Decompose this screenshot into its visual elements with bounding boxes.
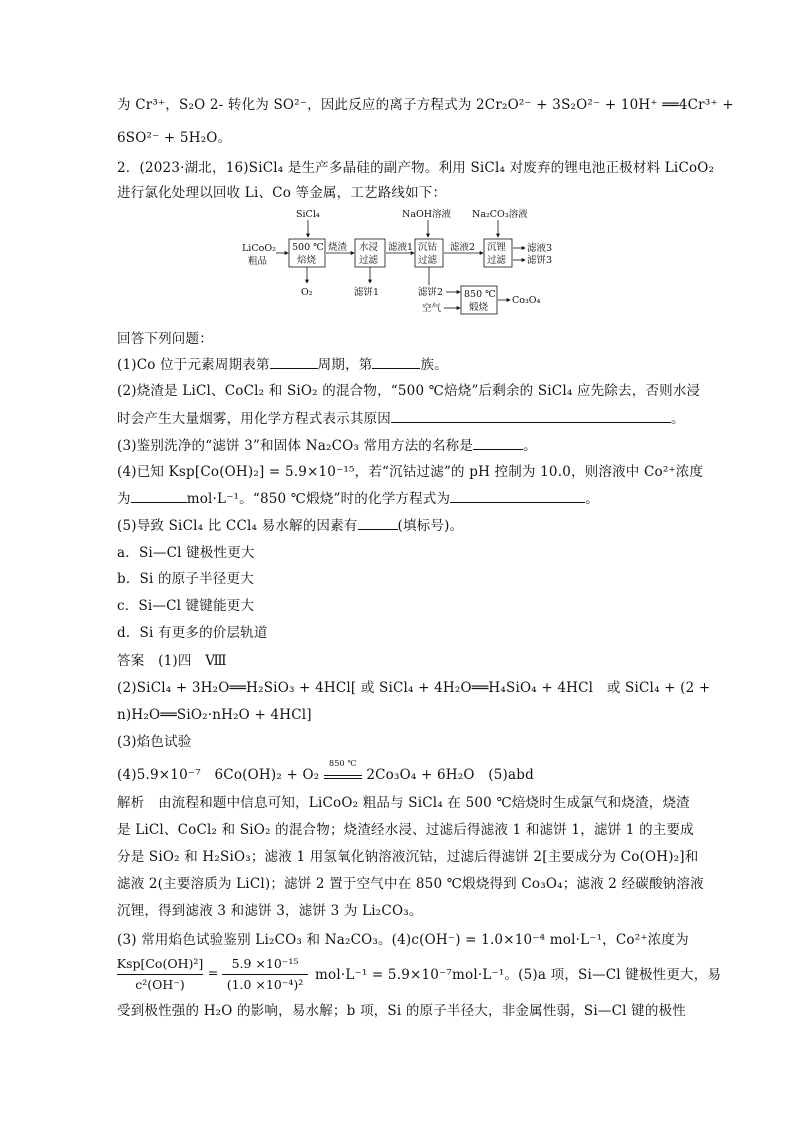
label-cake2: 滤饼2 [418,287,444,298]
analysis-5: 沉锂，得到滤液 3 和滤饼 3，滤饼 3 为 Li₂CO₃。 [117,903,423,919]
reaction-condition: 850 ℃ [328,759,357,768]
question-4: (4)已知 Ksp[Co(OH)₂] = 5.9×10⁻¹⁵，若“沉钴过滤”的 pH 控制为 10.0，则溶液中 Co²⁺浓度 [117,464,704,480]
analysis-8: 受到极性强的 H₂O 的影响，易水解；b 项，Si 的原子半径大，非金属性弱，Si—Cl 键的极性 [117,1003,686,1019]
box-lithium-b: 过滤 [487,255,507,266]
box-leach-b: 过滤 [359,255,379,266]
answer-blank[interactable] [473,435,523,450]
output-o2: O₂ [301,287,313,298]
output-cake1: 滤饼1 [354,287,380,298]
analysis-4: 滤液 2(主要溶质为 LiCl)；滤饼 2 置于空气中在 850 ℃煅烧得到 Co₃O₄；滤液 2 经碳酸钠溶液 [117,876,704,892]
process-flow-diagram [240,207,560,322]
input-crude: 粗品 [248,256,268,267]
box-calcine-temp: 850 ℃ [464,289,496,300]
box-roast-temp: 500 ℃ [292,242,324,253]
answer-1: 答案 (1)四 Ⅷ [117,653,227,669]
label-filtrate1: 滤液1 [388,242,414,253]
answer-blank[interactable] [391,408,671,423]
reagent-na2co3: Na₂CO₃溶液 [472,209,528,220]
analysis-6: (3) 常用焰色试验鉴别 Li₂CO₃ 和 Na₂CO₃。(4)c(OH⁻) = 1.0×10⁻⁴ mol·L⁻¹，Co²⁺浓度为 [117,932,689,948]
fraction-equals: = [207,965,219,980]
answer-3: (3)焰色试验 [117,734,192,750]
input-licoo2: LiCoO₂ [242,243,276,254]
label-slag: 烧渣 [328,242,348,253]
analysis-1: 解析 由流程和题中信息可知，LiCoO₂ 粗品与 SiCl₄ 在 500 ℃焙烧时生成氯气和烧渣，烧渣 [117,795,690,811]
option-c: c．Si—Cl 键键能更大 [117,598,255,614]
option-a: a．Si—Cl 键极性更大 [117,545,255,561]
question-1: (1)Co 位于元素周期表第 周期，第 族。 [117,354,687,375]
text-line: 为 Cr³⁺，S₂O 2- 转化为 SO²⁻，因此反应的离子方程式为 2Cr₂O²⁻ + 3S₂O²⁻ + 10H⁺ ══4Cr³⁺ + [117,97,734,113]
fraction-1-bar [117,974,203,975]
question-2-cont: 时会产生大量烟雾，用化学方程式表示其原因 。 [117,408,687,429]
text-line: 6SO²⁻ + 5H₂O。 [117,130,232,146]
label-air: 空气 [422,303,442,314]
output-co3o4: Co₃O₄ [512,295,541,306]
box-calcine-label: 煅烧 [469,302,489,313]
box-lithium-a: 沉锂 [487,242,507,253]
question-heading: 2．(2023·湖北，16)SiCl₄ 是生产多晶硅的副产物。利用 SiCl₄ 对废弃的锂电池正极材料 LiCoO₂ [117,160,715,176]
analysis-7: mol·L⁻¹ = 5.9×10⁻⁷mol·L⁻¹。(5)a 项，Si—Cl 键极性更大，易 [315,967,722,983]
question-2: (2)烧渣是 LiCl、CoCl₂ 和 SiO₂ 的混合物，“500 ℃焙烧”后剩余的 SiCl₄ 应先除去，否则水浸 [117,383,701,399]
answer-blank[interactable] [372,354,420,369]
answer-blank[interactable] [358,515,398,530]
reagent-sicl4: SiCl₄ [296,209,320,220]
label-filtrate2: 滤液2 [450,242,476,253]
box-leach-a: 水浸 [359,242,379,253]
fraction-1-denominator: c²(OH⁻) [135,977,185,992]
fraction-2-bar [222,974,308,975]
option-b: b．Si 的原子半径更大 [117,571,254,587]
answer-blank[interactable] [450,488,585,503]
fraction-2-numerator: 5.9 ×10⁻¹⁵ [231,956,299,971]
question-3: (3)鉴别洗净的“滤饼 3”和固体 Na₂CO₃ 常用方法的名称是 。 [117,435,687,456]
fraction-1-numerator: Ksp[Co(OH)²] [116,956,204,971]
question-5: (5)导致 SiCl₄ 比 CCl₄ 易水解的因素有 (填标号)。 [117,515,687,536]
reaction-arrow [324,759,362,779]
box-cobalt-a: 沉钴 [418,242,438,253]
question-4-cont: 为 mol·L⁻¹。“850 ℃煅烧”时的化学方程式为 。 [117,488,687,509]
output-filtrate3: 滤液3 [527,243,553,254]
prompt: 回答下列问题： [117,331,213,347]
analysis-2: 是 LiCl、CoCl₂ 和 SiO₂ 的混合物；烧渣经水浸、过滤后得滤液 1 和滤饼 1，滤饼 1 的主要成 [117,822,694,838]
output-cake3: 滤饼3 [527,255,553,266]
analysis-3: 分是 SiO₂ 和 H₂SiO₃；滤液 1 用氢氧化钠溶液沉钴，过滤后得滤饼 2[主要成分为 Co(OH)₂]和 [117,849,699,865]
question-heading-cont: 进行氯化处理以回收 Li、Co 等金属，工艺路线如下： [117,185,447,201]
box-cobalt-b: 过滤 [418,255,438,266]
option-d: d．Si 有更多的价层轨道 [117,625,268,641]
answer-blank[interactable] [131,488,187,503]
answer-blank[interactable] [270,354,318,369]
box-roast-label: 焙烧 [297,255,317,266]
answer-2-cont: n)H₂O══SiO₂·nH₂O + 4HCl] [117,707,312,723]
answer-2: (2)SiCl₄ + 3H₂O══H₂SiO₃ + 4HCl[ 或 SiCl₄ + 4H₂O══H₄SiO₄ + 4HCl 或 SiCl₄ + (2 + [117,680,711,696]
fraction-2-denominator: (1.0 ×10⁻⁴)² [226,977,304,992]
answer-4: (4)5.9×10⁻⁷ 6Co(OH)₂ + O₂ 850 ℃ 2Co₃O₄ + 6H₂O (5)abd [117,765,687,785]
reagent-naoh: NaOH溶液 [402,209,452,220]
